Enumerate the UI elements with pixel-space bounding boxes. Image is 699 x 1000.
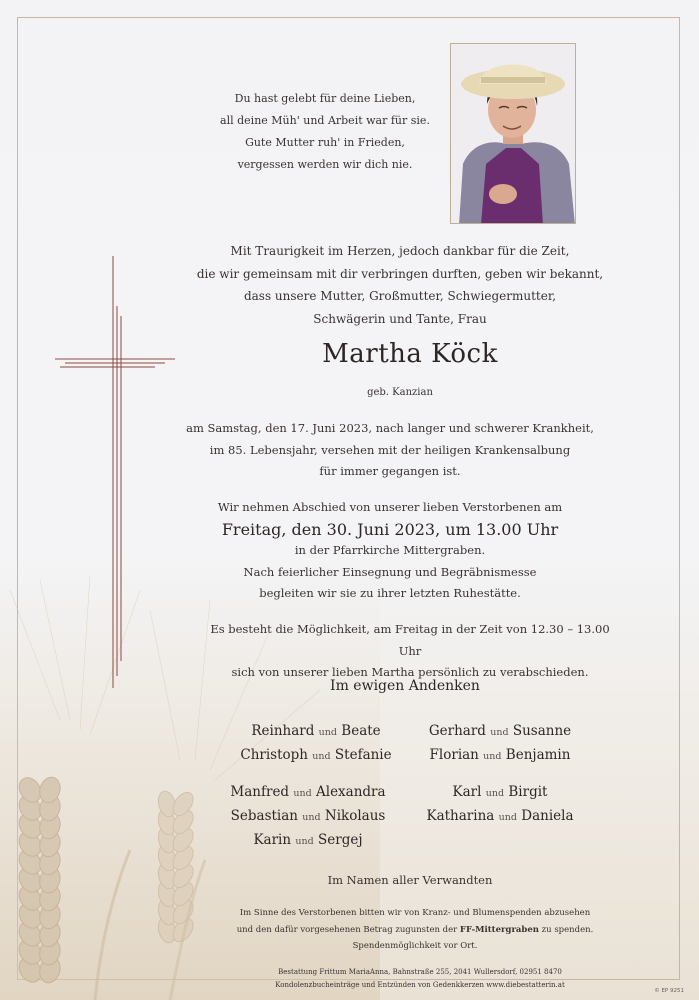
funeral-line: Wir nehmen Abschied von unserer lieben Verstorbenen am bbox=[217, 500, 563, 514]
wheat-ear-left bbox=[15, 774, 63, 987]
family-pair bbox=[400, 720, 600, 744]
family-name: Reinhard bbox=[251, 723, 315, 739]
deceased-name: Martha Köck bbox=[322, 339, 498, 369]
connector: und bbox=[485, 788, 505, 799]
birth-name: geb. Kanzian bbox=[367, 387, 433, 398]
funeral-date: Freitag, den 30. Juni 2023, um 13.00 Uhr bbox=[221, 519, 559, 539]
family-name: Birgit bbox=[508, 784, 548, 800]
connector: und bbox=[498, 812, 517, 823]
family-name: Alexandra bbox=[316, 784, 386, 800]
connector: und bbox=[318, 727, 337, 738]
death-notice bbox=[180, 418, 600, 483]
poem bbox=[200, 88, 450, 176]
intro-line: die wir gemeinsam mit dir verbringen durften, geben wir bekannt, bbox=[196, 266, 604, 281]
family-pair bbox=[216, 720, 416, 744]
footer-line: Kondolenzbucheinträge und Entzünden von Gedenkkerzen www.diebestatterin.at bbox=[275, 980, 565, 989]
poem-line: all deine Müh' und Arbeit war für sie. bbox=[220, 114, 430, 127]
connector: und bbox=[483, 751, 502, 762]
undertaker-footer bbox=[260, 966, 580, 991]
family-pair bbox=[216, 744, 416, 768]
donation-recipient: FF-Mittergraben bbox=[459, 924, 539, 935]
portrait-image bbox=[451, 44, 576, 224]
family-name: Nikolaus bbox=[324, 808, 386, 824]
family-name: Karin bbox=[253, 832, 292, 848]
visitation-info bbox=[200, 619, 620, 684]
wheat-ear-right bbox=[156, 789, 197, 946]
family-pair bbox=[208, 805, 408, 829]
intro-line: Mit Traurigkeit im Herzen, jedoch dankbar für die Zeit, bbox=[230, 244, 570, 258]
poem-line: vergessen werden wir dich nie. bbox=[237, 158, 413, 171]
family-name: Sergej bbox=[318, 832, 363, 848]
family-name: Sebastian bbox=[230, 808, 298, 824]
visitation-line: sich von unserer lieben Martha persönlich zu verabschieden. bbox=[231, 665, 589, 679]
funeral-location: in der Pfarrkirche Mittergraben. bbox=[294, 543, 486, 557]
family-name: Stefanie bbox=[334, 747, 392, 763]
connector: und bbox=[490, 727, 509, 738]
footer-line: Bestattung Frittum MariaAnna, Bahnstraße 255, 2041 Wullersdorf, 02951 8470 bbox=[278, 968, 562, 976]
intro-line: dass unsere Mutter, Großmutter, Schwiegermutter, bbox=[243, 289, 557, 303]
family-pair bbox=[400, 781, 600, 805]
family-name: Katharina bbox=[426, 808, 495, 824]
family-name: Christoph bbox=[240, 747, 308, 763]
copyright: © EP 9251 bbox=[654, 988, 684, 994]
family-name: Daniela bbox=[521, 808, 574, 824]
family-group-right-bottom bbox=[400, 781, 600, 829]
poem-line: Gute Mutter ruh' in Frieden, bbox=[245, 136, 405, 149]
family-name: Benjamin bbox=[505, 747, 571, 763]
cross-icon bbox=[55, 256, 180, 691]
family-group-left-top bbox=[216, 720, 416, 768]
family-name: Beate bbox=[341, 723, 381, 739]
family-name: Manfred bbox=[230, 784, 290, 800]
poem-line: Du hast gelebt für deine Lieben, bbox=[234, 92, 416, 105]
donation-line: Im Sinne des Verstorbenen bitten wir von Kranz- und Blumenspenden abzusehen bbox=[239, 908, 591, 918]
death-line: am Samstag, den 17. Juni 2023, nach langer und schwerer Krankheit, bbox=[186, 421, 594, 435]
connector: und bbox=[312, 751, 331, 762]
memory-heading: Im ewigen Andenken bbox=[330, 678, 480, 694]
connector: und bbox=[293, 788, 312, 799]
family-name: Gerhard bbox=[428, 723, 486, 739]
intro-text bbox=[180, 240, 620, 330]
family-name: Karl bbox=[452, 784, 482, 800]
family-group-right-top bbox=[400, 720, 600, 768]
family-pair bbox=[208, 829, 408, 853]
connector: und bbox=[302, 812, 321, 823]
portrait-photo bbox=[450, 43, 576, 224]
family-name: Susanne bbox=[512, 723, 572, 739]
funeral-info bbox=[180, 497, 600, 605]
visitation-line: Es besteht die Möglichkeit, am Freitag in der Zeit von 12.30 – 13.00 Uhr bbox=[210, 622, 610, 658]
closing-line: Im Namen aller Verwandten bbox=[327, 873, 493, 887]
family-pair bbox=[400, 744, 600, 768]
connector: und bbox=[295, 836, 314, 847]
donation-line: und den dafür vorgesehenen Betrag zugunsten der FF-Mittergraben zu spenden. bbox=[236, 924, 594, 935]
family-name: Florian bbox=[429, 747, 479, 763]
family-pair bbox=[208, 781, 408, 805]
family-group-left-bottom bbox=[208, 781, 408, 853]
intro-line: Schwägerin und Tante, Frau bbox=[313, 311, 487, 326]
donation-request bbox=[230, 905, 600, 955]
death-line: für immer gegangen ist. bbox=[319, 464, 461, 478]
funeral-line: Nach feierlicher Einsegnung und Begräbnismesse bbox=[243, 564, 537, 579]
death-line: im 85. Lebensjahr, versehen mit der heiligen Krankensalbung bbox=[209, 442, 571, 457]
family-pair bbox=[400, 805, 600, 829]
funeral-line: begleiten wir sie zu ihrer letzten Ruhestätte. bbox=[259, 586, 521, 600]
donation-line: Spendenmöglichkeit vor Ort. bbox=[352, 941, 478, 951]
